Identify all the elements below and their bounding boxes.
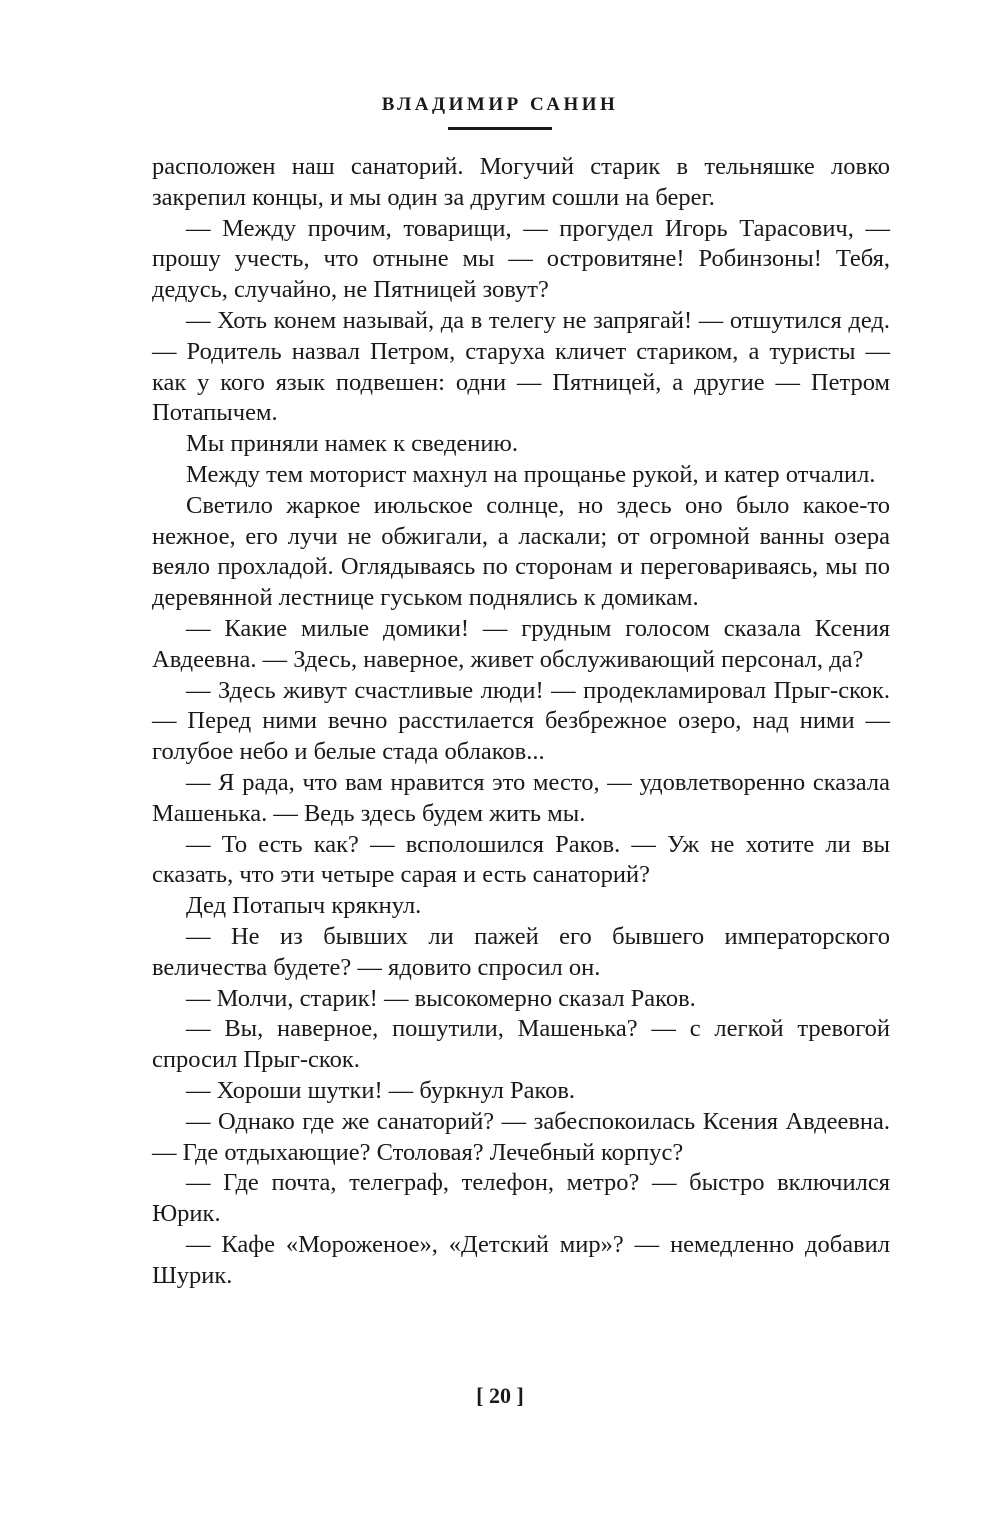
body-text bbox=[152, 152, 890, 1291]
paragraph: Дед Потапыч крякнул. bbox=[186, 892, 422, 920]
paragraph: — То есть как? — всполошился Раков. — Уж не хотите ли вы сказать, что эти четыре сарая и есть санаторий? bbox=[152, 830, 890, 889]
paragraph: Светило жаркое июльское солнце, но здесь оно было какое-то нежное, его лучи не обжигали, а ласкали; от огромной ванны озера веяло прохладой. Оглядываясь по сторонам и переговариваясь, мы по деревянной лестнице гуськом поднялись к домикам. bbox=[152, 491, 890, 612]
paragraph: расположен наш санаторий. Могучий старик в тельняшке ловко закрепил концы, и мы один за другим сошли на берег. bbox=[152, 153, 890, 211]
paragraph: — Между прочим, товарищи, — прогудел Игорь Тарасович, — прошу учесть, что отныне мы — островитяне! Робинзоны! Тебя, дедусь, случайно, не Пятницей зовут? bbox=[152, 214, 890, 304]
paragraph: — Хороши шутки! — буркнул Раков. bbox=[186, 1076, 576, 1104]
paragraph: — Не из бывших ли пажей его бывшего императорского величества будете? — ядовито спросил он. bbox=[152, 922, 890, 981]
paragraph: — Какие милые домики! — грудным голосом сказала Ксения Авдеевна. — Здесь, наверное, живет обслуживающий персонал, да? bbox=[152, 614, 890, 673]
header-rule bbox=[448, 127, 552, 130]
paragraph: Между тем моторист махнул на прощанье рукой, и катер отчалил. bbox=[186, 460, 876, 488]
paragraph: — Хоть конем называй, да в телегу не запрягай! — отшутился дед. — Родитель назвал Петром, старуха кличет стариком, а туристы — как у кого язык подвешен: одни — Пятницей, а другие — Петром Потапычем. bbox=[152, 306, 890, 427]
paragraph: — Я рада, что вам нравится это место, — удовлетворенно сказала Машенька. — Ведь здесь будем жить мы. bbox=[152, 768, 890, 827]
paragraph: — Вы, наверное, пошутили, Машенька? — с легкой тревогой спросил Прыг-скок. bbox=[152, 1015, 890, 1074]
paragraph: — Здесь живут счастливые люди! — продекламировал Прыг-скок. — Перед ними вечно расстилается безбрежное озеро, над ними — голубое небо и белые стада облаков... bbox=[152, 676, 890, 766]
paragraph: Мы приняли намек к сведению. bbox=[186, 430, 518, 458]
paragraph: — Однако где же санаторий? — забеспокоилась Ксения Авдеевна. — Где отдыхающие? Столовая? Лечебный корпус? bbox=[152, 1107, 890, 1166]
paragraph: — Где почта, телеграф, телефон, метро? — быстро включился Юрик. bbox=[152, 1169, 890, 1228]
paragraph: — Молчи, старик! — высокомерно сказал Раков. bbox=[186, 984, 696, 1012]
running-header: ВЛАДИМИР САНИН bbox=[381, 94, 619, 115]
paragraph: — Кафе «Мороженое», «Детский мир»? — немедленно добавил Шурик. bbox=[152, 1230, 890, 1289]
page-number: [ 20 ] bbox=[476, 1383, 524, 1408]
